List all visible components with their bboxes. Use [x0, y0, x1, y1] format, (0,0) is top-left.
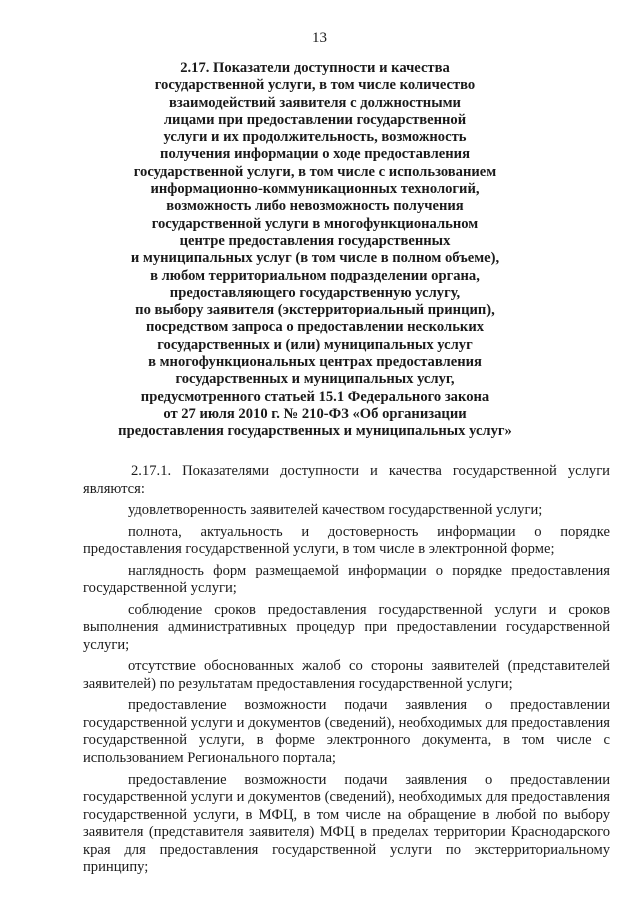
heading-line: в любом территориальном подразделении органа, — [150, 267, 480, 284]
heading-line: центре предоставления государственных — [179, 232, 451, 249]
heading-line: лицами при предоставлении государственной — [163, 111, 467, 128]
heading-line: информационно-коммуникационных технологий, — [150, 181, 480, 198]
heading-line: посредством запроса о предоставлении нескольких — [145, 319, 485, 336]
heading-line: 2.17. Показатели доступности и качества — [180, 60, 450, 76]
body-text — [83, 463, 610, 881]
list-item: соблюдение сроков предоставления государственной услуги и сроков выполнения административных процедур при предоставлении государственной услуги; — [83, 601, 610, 653]
list-item: предоставление возможности подачи заявления о предоставлении государственной услуги и документов (сведений), необходимых для предоставления государственной услуги, в форме электронного документа, в том числе с использованием Регионального портала; — [83, 697, 610, 766]
list-item: полнота, актуальность и достоверность информации о порядке предоставления государственной услуги, в том числе в электронной форме; — [83, 523, 610, 558]
heading-line: услуги и их продолжительность, возможность — [163, 129, 467, 146]
heading-line: предоставления государственных и муниципальных услуг» — [118, 423, 512, 440]
list-item: удовлетворенность заявителей качеством государственной услуги; — [128, 502, 543, 518]
list-item: наглядность форм размещаемой информации о порядке предоставления государственной услуги; — [83, 562, 610, 597]
heading-line: в многофункциональных центрах предоставления — [148, 354, 482, 371]
heading-line: государственной услуги в многофункциональном — [151, 215, 479, 232]
list-item: отсутствие обоснованных жалоб со стороны заявителей (представителей заявителей) по результатам предоставления государственной услуги; — [83, 658, 610, 692]
heading-line: возможность либо невозможность получения — [166, 198, 464, 215]
page-number: 13 — [312, 30, 327, 46]
heading-line: государственных и муниципальных услуг, — [175, 371, 455, 388]
heading-line: получения информации о ходе предоставления — [160, 146, 470, 163]
intro-paragraph: 2.17.1. Показателями доступности и качества государственной услуги являются: — [83, 463, 610, 497]
heading-line: от 27 июля 2010 г. № 210-ФЗ «Об организации — [163, 405, 467, 422]
heading-line: и муниципальных услуг (в том числе в полном объеме), — [130, 250, 500, 267]
heading-line: государственных и (или) муниципальных услуг — [157, 336, 473, 353]
section-heading — [80, 60, 550, 441]
heading-line: предоставляющего государственную услугу, — [169, 284, 461, 301]
heading-line: государственной услуги, в том числе количество — [154, 77, 476, 94]
heading-line: взаимодействий заявителя с должностными — [169, 94, 461, 111]
heading-line: предусмотренного статьей 15.1 Федерального закона — [140, 388, 490, 405]
list-item: предоставление возможности подачи заявления о предоставлении государственной услуги и документов (сведений), необходимых для предоставления государственной услуги, в МФЦ, в том числе на обращение в любой по выбору заявителя (представителя заявителя) МФЦ в пределах территории Краснодарского края для предоставления государственной услуги по экстерриториальному принципу; — [83, 771, 610, 876]
heading-line: по выбору заявителя (экстерриториальный принцип), — [135, 302, 495, 319]
heading-line: государственной услуги, в том числе с использованием — [133, 163, 497, 180]
